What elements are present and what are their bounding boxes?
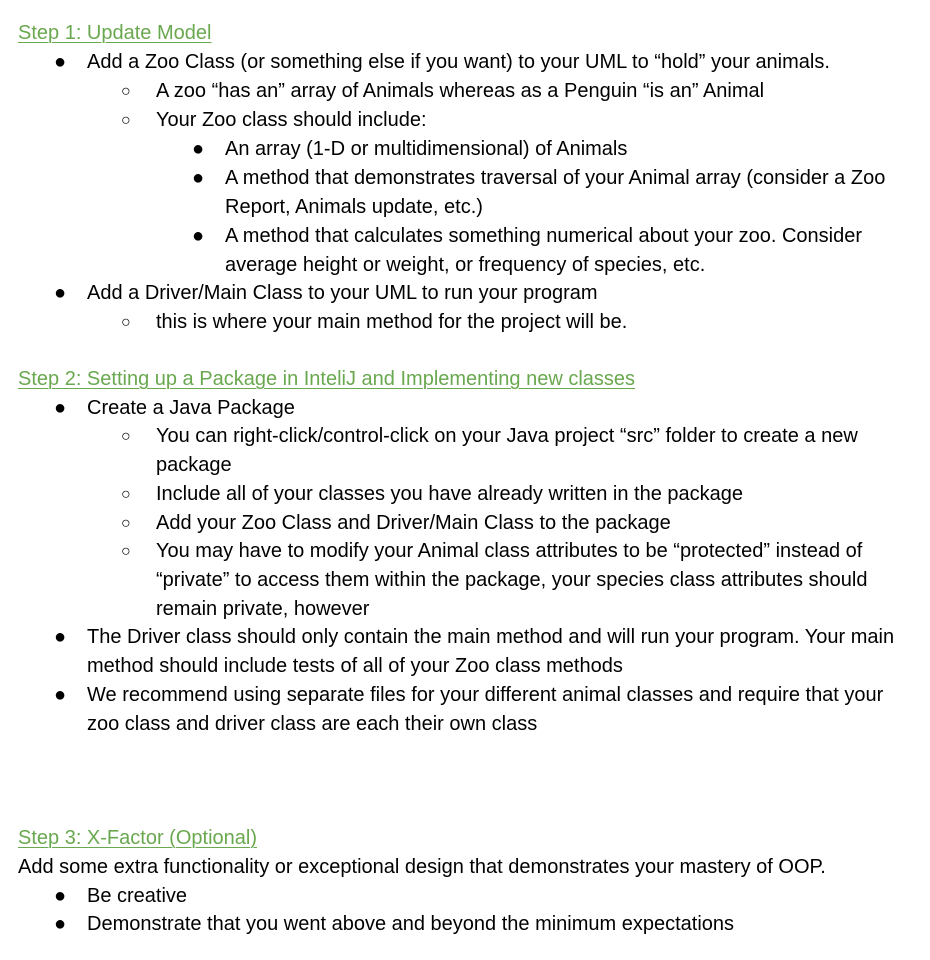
list-item	[192, 164, 915, 222]
list-item-text: You can right-click/control-click on your Java project “src” folder to create a new package	[156, 425, 858, 476]
list-item-text: You may have to modify your Animal class attributes to be “protected” instead of “private” to access them within the package, your species class attributes should remain private, however	[156, 540, 868, 620]
step1-heading: Step 1: Update Model	[18, 22, 212, 44]
list-item-text: A zoo “has an” array of Animals whereas as a Penguin “is an” Animal	[156, 80, 765, 102]
list-item-text: this is where your main method for the project will be.	[156, 311, 628, 333]
list-item-text: An array (1-D or multidimensional) of Animals	[225, 138, 628, 160]
list-item	[121, 480, 916, 509]
step3-intro: Add some extra functionality or exceptional design that demonstrates your mastery of OOP.	[18, 856, 826, 878]
list-item-text: A method that calculates something numerical about your zoo. Consider average height or weight, or frequency of species, etc.	[225, 225, 863, 276]
list-item-text: We recommend using separate files for your different animal classes and require that your zoo class and driver class are each their own class	[87, 684, 884, 735]
circle-bullet-icon: ○	[121, 314, 131, 331]
bullet-icon: ●	[54, 397, 67, 419]
list-item-text: Create a Java Package	[87, 397, 295, 419]
list-item	[121, 106, 916, 135]
step2-heading: Step 2: Setting up a Package in InteliJ and Implementing new classes	[18, 368, 636, 390]
bullet-icon: ●	[54, 684, 67, 706]
list-item	[121, 77, 916, 106]
circle-bullet-icon: ○	[121, 428, 131, 445]
list-item	[121, 308, 916, 337]
list-item	[54, 279, 917, 308]
bullet-icon: ●	[192, 225, 205, 247]
list-item	[54, 681, 917, 739]
bullet-icon: ●	[192, 138, 205, 160]
list-item-text: Your Zoo class should include:	[156, 109, 427, 131]
circle-bullet-icon: ○	[121, 486, 131, 503]
list-item-text: Demonstrate that you went above and beyond the minimum expectations	[87, 913, 735, 935]
list-item	[121, 537, 916, 624]
list-item-text: The Driver class should only contain the main method and will run your program. Your main method should include tests of all of your Zoo class methods	[87, 626, 895, 677]
list-item-text: Add a Zoo Class (or something else if you want) to your UML to “hold” your animals.	[87, 51, 830, 73]
bullet-icon: ●	[54, 913, 67, 935]
circle-bullet-icon: ○	[121, 112, 131, 129]
bullet-icon: ●	[54, 51, 67, 73]
bullet-icon: ●	[192, 167, 205, 189]
list-item	[54, 394, 917, 423]
step3-heading: Step 3: X-Factor (Optional)	[18, 827, 257, 849]
bullet-icon: ●	[54, 626, 67, 648]
list-item-text: Include all of your classes you have already written in the package	[156, 483, 744, 505]
list-item	[192, 135, 915, 164]
list-item-text: Add a Driver/Main Class to your UML to run your program	[87, 282, 598, 304]
list-item	[54, 623, 917, 681]
list-item-text: Add your Zoo Class and Driver/Main Class to the package	[156, 512, 671, 534]
bullet-icon: ●	[54, 885, 67, 907]
bullet-icon: ●	[54, 282, 67, 304]
list-item	[121, 509, 916, 538]
list-item	[54, 882, 917, 911]
list-item	[54, 910, 917, 939]
list-item	[54, 48, 917, 77]
list-item	[121, 422, 916, 480]
circle-bullet-icon: ○	[121, 543, 131, 560]
list-item-text: A method that demonstrates traversal of your Animal array (consider a Zoo Report, Animals update, etc.)	[225, 167, 886, 218]
list-item	[192, 222, 915, 280]
circle-bullet-icon: ○	[121, 515, 131, 532]
circle-bullet-icon: ○	[121, 83, 131, 100]
list-item-text: Be creative	[87, 885, 188, 907]
